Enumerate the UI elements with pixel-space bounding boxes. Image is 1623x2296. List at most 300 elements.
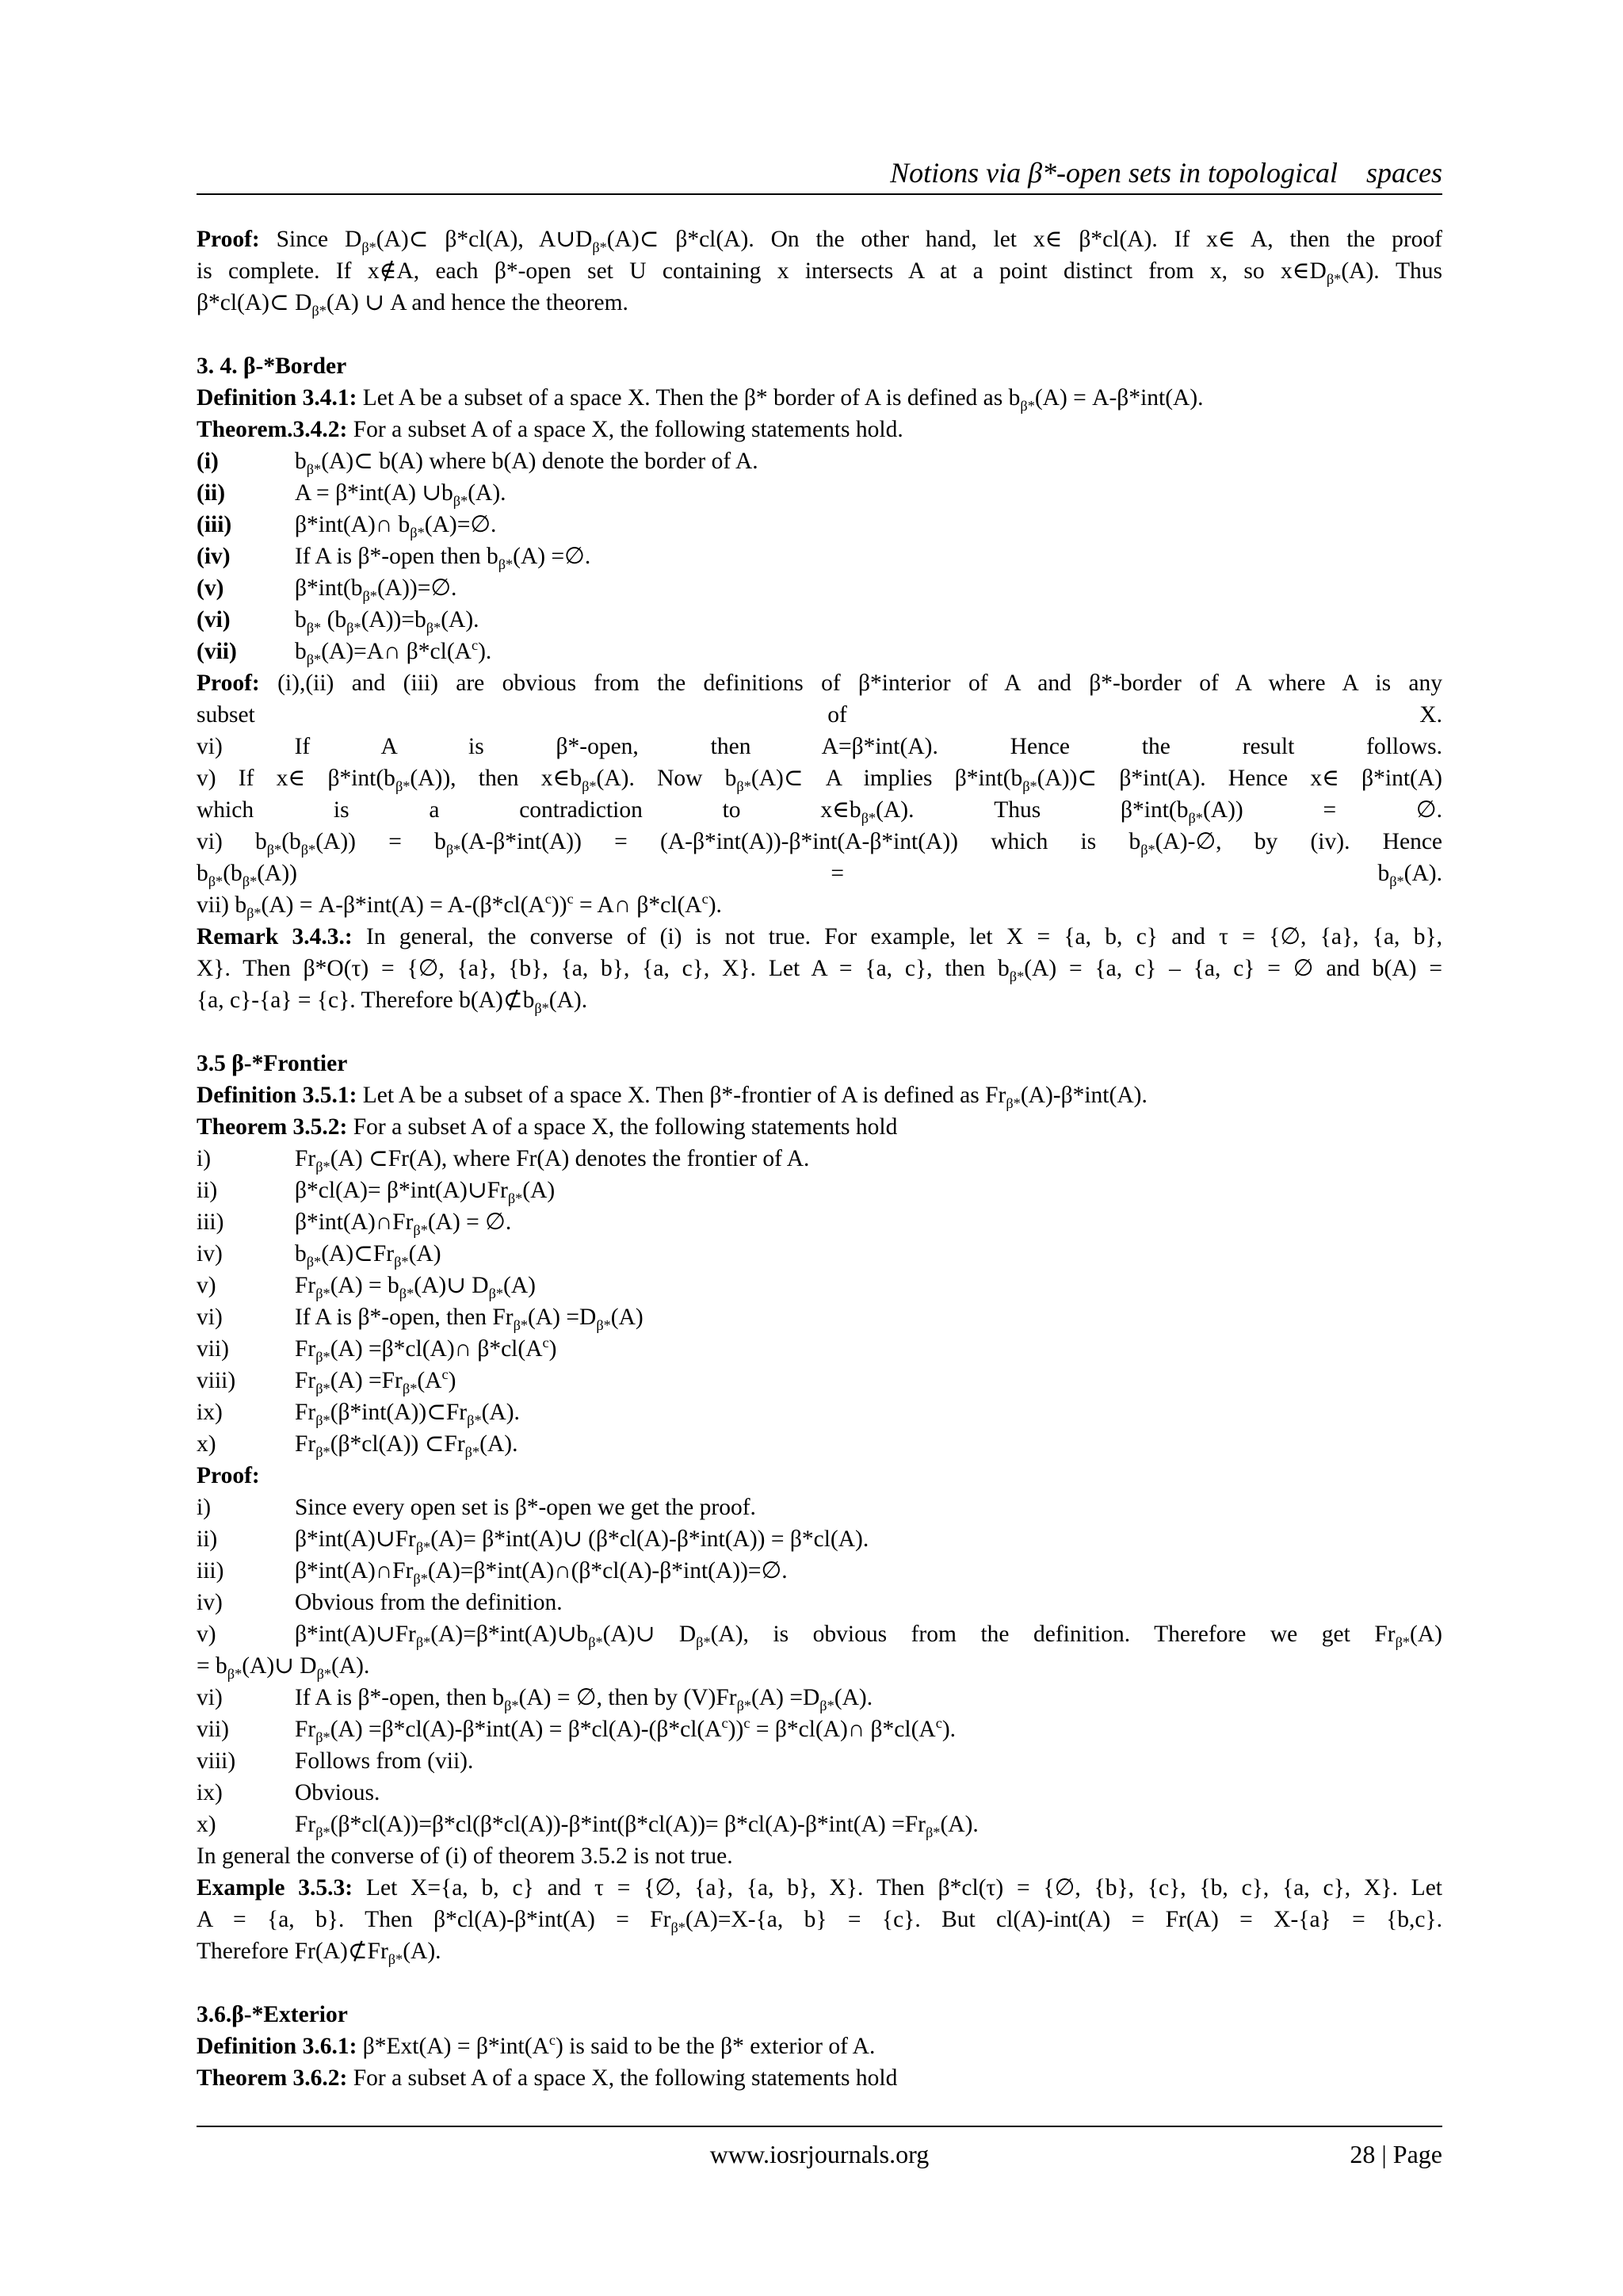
- subscript: β*: [413, 1221, 428, 1238]
- text-line: [197, 826, 1442, 858]
- text-line: [197, 794, 1442, 826]
- text-run: Let X={a, b, c} and τ = {∅, {a}, {a, b}, X}. Then β*cl(τ) = {∅, {b}, {c}, {b, c}, {a, c}, X}. Let: [353, 1875, 1442, 1901]
- subscript: β*: [1140, 841, 1155, 858]
- list-item: [197, 604, 1442, 636]
- text-line: [197, 1904, 1442, 1935]
- text-run: vi) b: [197, 829, 267, 854]
- text-line: [197, 1840, 1442, 1872]
- item-continuation: [197, 1650, 1442, 1682]
- text-run: (A).: [1403, 861, 1442, 886]
- subscript: β*: [696, 1633, 711, 1650]
- text-run: (b: [321, 607, 347, 632]
- text-run: If A is β*-open then b: [295, 544, 498, 569]
- definition-3-5-1: [197, 1079, 1442, 1111]
- text-run: v) If x∈ β*int(b: [197, 766, 395, 791]
- text-run: ).: [708, 892, 722, 918]
- item-label: vi): [197, 1305, 223, 1330]
- item-text: [295, 1555, 1442, 1587]
- superscript: c: [567, 891, 574, 907]
- text-run: b: [295, 449, 307, 474]
- text-run: (β*cl(A))=β*cl(β*cl(A))-β*int(β*cl(A))= β*cl(A)-β*int(A) =Fr: [330, 1812, 926, 1837]
- text-run: (A). Thus β*int(b: [876, 797, 1189, 823]
- subscript: β*: [361, 239, 376, 255]
- converse-note: [197, 1840, 1442, 1872]
- text-run: (A) =β*cl(A)∩ β*cl(A: [330, 1336, 543, 1362]
- text-run: (A-β*int(A)) = (A-β*int(A))-β*int(A-β*int(A)) which is b: [460, 829, 1141, 854]
- theorem-3-5-2-list: [197, 1143, 1442, 1460]
- subscript: β*: [362, 587, 377, 604]
- subscript: β*: [388, 1950, 403, 1967]
- text-run: (A))=b: [361, 607, 426, 632]
- item-text: [295, 1428, 1442, 1460]
- text-run: (A)=A∩ β*cl(A: [321, 639, 472, 664]
- text-run: If A is β*-open, then Fr: [295, 1305, 514, 1330]
- item-text: [295, 1492, 1442, 1523]
- text-run: β*int(A)∩ b: [295, 512, 411, 537]
- item-text: [295, 1396, 1442, 1428]
- subscript: β*: [208, 873, 223, 889]
- text-run: β*int(A)∩Fr: [295, 1558, 414, 1584]
- list-item: [197, 1428, 1442, 1460]
- list-item: [197, 1682, 1442, 1713]
- subscript: β*: [464, 1443, 480, 1460]
- text-run: = b: [197, 1653, 227, 1679]
- list-item: [197, 541, 1442, 572]
- item-label: (vi): [197, 607, 231, 632]
- subscript: β*: [395, 777, 411, 794]
- subscript: β*: [819, 1697, 834, 1713]
- text-run: (A)= β*int(A)∪ (β*cl(A)-β*int(A)) = β*cl(A).: [430, 1526, 869, 1552]
- subscript: β*: [453, 492, 468, 509]
- text-run: (A) = A-β*int(A).: [1034, 385, 1204, 411]
- list-item: [197, 1555, 1442, 1587]
- list-item: [197, 1365, 1442, 1396]
- list-item: [197, 572, 1442, 604]
- subscript: β*: [488, 1285, 504, 1301]
- subscript: β*: [402, 1380, 418, 1396]
- text-run: Follows from (vii).: [295, 1748, 474, 1774]
- proof-label: Proof:: [197, 1463, 260, 1488]
- text-line: [197, 1111, 1442, 1143]
- item-label: (iii): [197, 512, 232, 537]
- subscript: β*: [394, 1253, 409, 1270]
- text-run: ): [448, 1368, 456, 1393]
- text-run: ): [548, 1336, 557, 1362]
- section-heading-frontier: 3.5 β-*Frontier: [197, 1051, 348, 1076]
- text-run: β*int(A)∪Fr: [295, 1526, 416, 1552]
- text-run: (b: [281, 829, 301, 854]
- definition-3-4-1: [197, 382, 1442, 414]
- subscript: β*: [736, 1697, 752, 1713]
- text-run: Fr: [295, 1273, 316, 1298]
- item-text: [295, 1143, 1442, 1175]
- text-run: In general the converse of (i) of theorem 3.5.2 is not true.: [197, 1843, 733, 1869]
- subscript: β*: [513, 1316, 529, 1333]
- subscript: β*: [861, 809, 876, 826]
- text-run: (β*cl(A)) ⊂Fr: [330, 1431, 465, 1457]
- text-run: (A)=X-{a, b} = {c}. But cl(A)-int(A) = Fr(A) = X-{a} = {b,c}.: [685, 1907, 1442, 1932]
- subscript: β*: [315, 1348, 330, 1365]
- item-text: [295, 1238, 1442, 1270]
- text-run: (A))=∅.: [376, 575, 457, 601]
- text-run: Obvious.: [295, 1780, 380, 1805]
- proof-3-5-2-list: [197, 1492, 1442, 1840]
- subscript: β*: [507, 1190, 523, 1206]
- subscript: β*: [242, 873, 258, 889]
- text-run: (A): [610, 1305, 643, 1330]
- text-line: [197, 2062, 1442, 2094]
- proof-derived-set: [197, 223, 1442, 319]
- item-label: ii): [197, 1178, 218, 1203]
- text-line: [197, 984, 1442, 1016]
- subscript: β*: [227, 1665, 242, 1682]
- text-run: (A)⊂ b(A) where b(A) denote the border of A.: [321, 449, 758, 474]
- text-run: )): [551, 892, 567, 918]
- list-item: [197, 1270, 1442, 1301]
- subscript: β*: [1395, 1633, 1411, 1650]
- list-item: [197, 636, 1442, 667]
- text-line: [197, 1935, 1442, 1967]
- text-run: (A)⊂ β*cl(A), A∪D: [376, 227, 593, 252]
- text-run: vii) b: [197, 892, 247, 918]
- text-run: In general, the converse of (i) is not true. For example, let X = {a, b, c} and τ = {∅, {a}, {a, b},: [352, 924, 1442, 949]
- subscript: β*: [316, 1665, 332, 1682]
- text-run: (A): [408, 1241, 441, 1266]
- item-label: (ii): [197, 480, 226, 506]
- superscript: c: [701, 891, 708, 907]
- subscript: β*: [399, 1285, 414, 1301]
- item-text: [295, 604, 1442, 636]
- subscript: β*: [588, 1633, 603, 1650]
- item-text: [295, 477, 1442, 509]
- text-run: β*int(b: [295, 575, 363, 601]
- page-number: 28 | Page: [1350, 2140, 1442, 2168]
- text-run: (A).: [834, 1685, 873, 1710]
- subscript: β*: [410, 524, 425, 541]
- text-run: ).: [478, 639, 492, 664]
- item-label: (i): [197, 449, 219, 474]
- text-run: (A) =D: [528, 1305, 597, 1330]
- text-run: (A).: [468, 480, 506, 506]
- text-run: subset of X.: [197, 702, 1442, 728]
- text-run: Fr: [295, 1431, 316, 1457]
- text-line: [197, 699, 1442, 731]
- theorem-3-4-2: [197, 414, 1442, 445]
- item-label: vii): [197, 1717, 229, 1742]
- item-text: [295, 1682, 1442, 1713]
- item-text: [295, 636, 1442, 667]
- subscript: β*: [426, 619, 441, 636]
- label-bold: Theorem 3.5.2:: [197, 1114, 348, 1140]
- label-bold: Definition 3.4.1:: [197, 385, 357, 411]
- item-text: [295, 1587, 1442, 1618]
- text-run: X}. Then β*O(τ) = {∅, {a}, {b}, {a, b}, {a, c}, X}. Let A = {a, c}, then b: [197, 956, 1010, 981]
- text-run: (A) =Fr: [330, 1368, 403, 1393]
- subscript: β*: [1326, 270, 1342, 287]
- text-run: (A)) = ∅.: [1202, 797, 1442, 823]
- text-run: β*Ext(A) = β*int(A: [357, 2034, 549, 2059]
- text-run: β*int(A)∪Fr: [295, 1622, 416, 1647]
- text-run: Fr: [295, 1336, 316, 1362]
- text-run: (A).: [479, 1431, 518, 1457]
- text-run: b: [295, 607, 307, 632]
- text-run: Since D: [259, 227, 362, 252]
- superscript: c: [544, 891, 552, 907]
- list-item: [197, 445, 1442, 477]
- list-item: [197, 1618, 1442, 1650]
- text-run: (A) = A-β*int(A) = A-(β*cl(A: [261, 892, 545, 918]
- text-run: )): [727, 1717, 744, 1742]
- subscript: β*: [315, 1729, 330, 1745]
- text-run: b: [197, 861, 208, 886]
- text-run: (A) ⊂Fr(A), where Fr(A) denotes the frontier of A.: [330, 1146, 810, 1171]
- list-item: [197, 1206, 1442, 1238]
- list-item: [197, 1745, 1442, 1777]
- superscript: c: [471, 637, 479, 654]
- item-text: [295, 541, 1442, 572]
- text-run: (A))⊂ β*int(A). Hence x∈ β*int(A): [1037, 766, 1443, 791]
- text-line: [197, 287, 1442, 319]
- text-run: (A).: [441, 607, 479, 632]
- subscript: β*: [670, 1919, 685, 1935]
- item-label: ix): [197, 1780, 223, 1805]
- text-run: (A) = ∅, then by (V)Fr: [518, 1685, 737, 1710]
- text-run: A = {a, b}. Then β*cl(A)-β*int(A) = Fr: [197, 1907, 671, 1932]
- theorem-3-6-2: [197, 2062, 1442, 2094]
- item-text: [295, 1809, 1442, 1840]
- item-text: [295, 509, 1442, 541]
- subscript: β*: [592, 239, 607, 255]
- running-header: [197, 149, 1442, 197]
- text-run: (A)∪ D: [414, 1273, 489, 1298]
- text-run: = β*cl(A)∩ β*cl(A: [750, 1717, 936, 1742]
- theorem-3-4-2-list: [197, 445, 1442, 667]
- item-text: [295, 1618, 1442, 1650]
- subscript: β*: [534, 999, 549, 1016]
- subscript: β*: [445, 841, 461, 858]
- text-run: (β*int(A))⊂Fr: [330, 1400, 468, 1425]
- list-item: [197, 1713, 1442, 1745]
- section-heading-border: 3. 4. β-*Border: [197, 353, 347, 379]
- item-label: v): [197, 1273, 216, 1298]
- label-bold: Theorem 3.6.2:: [197, 2065, 348, 2091]
- running-title: Notions via β*-open sets in topological spaces: [890, 157, 1442, 189]
- list-item: [197, 1333, 1442, 1365]
- text-line: [197, 889, 1442, 921]
- subscript: β*: [306, 1253, 322, 1270]
- text-line: [197, 762, 1442, 794]
- item-label: (vii): [197, 639, 237, 664]
- label-bold: Theorem.3.4.2:: [197, 417, 348, 442]
- subscript: β*: [1389, 873, 1404, 889]
- text-run: ) is said to be the β* exterior of A.: [556, 2034, 876, 2059]
- text-run: (A)⊂Fr: [321, 1241, 395, 1266]
- text-run: (A): [503, 1273, 536, 1298]
- item-text: [295, 1206, 1442, 1238]
- list-item: [197, 1238, 1442, 1270]
- item-text: [295, 1175, 1442, 1206]
- subscript: β*: [498, 556, 514, 572]
- text-run: For a subset A of a space X, the following statements hold.: [347, 417, 903, 442]
- subscript: β*: [300, 841, 316, 858]
- text-run: (A) =β*cl(A)-β*int(A) = β*cl(A)-(β*cl(A: [330, 1717, 722, 1742]
- text-run: (A) = ∅.: [427, 1209, 512, 1235]
- item-label: iii): [197, 1209, 224, 1235]
- text-run: (A)) = b: [315, 829, 446, 854]
- text-line: [197, 731, 1442, 762]
- item-label: iv): [197, 1590, 223, 1615]
- text-line: [197, 382, 1442, 414]
- text-run: (A) = b: [330, 1273, 399, 1298]
- text-line: [197, 2030, 1442, 2062]
- text-run: A = β*int(A) ∪b: [295, 480, 453, 506]
- text-run: Obvious from the definition.: [295, 1590, 563, 1615]
- subscript: β*: [346, 619, 361, 636]
- text-run: (A), is obvious from the definition. Therefore we get Fr: [710, 1622, 1396, 1647]
- text-line: [197, 858, 1442, 889]
- item-label: ix): [197, 1400, 223, 1425]
- subscript: β*: [311, 302, 327, 319]
- text-run: (A): [522, 1178, 556, 1203]
- item-label: viii): [197, 1368, 236, 1393]
- text-run: b: [295, 1241, 307, 1266]
- subscript: β*: [315, 1443, 330, 1460]
- list-item: [197, 1809, 1442, 1840]
- text-run: (A): [1410, 1622, 1442, 1647]
- item-label: iii): [197, 1558, 224, 1584]
- item-text: [295, 1777, 1442, 1809]
- subscript: β*: [504, 1697, 519, 1713]
- text-run: (A).: [548, 988, 588, 1013]
- subscript: β*: [925, 1824, 941, 1840]
- label-bold: Proof:: [197, 227, 260, 252]
- text-run: (A)=β*int(A)∪b: [430, 1622, 589, 1647]
- text-run: For a subset A of a space X, the following statements hold: [347, 1114, 898, 1140]
- item-text: [295, 1713, 1442, 1745]
- item-label: vi): [197, 1685, 223, 1710]
- text-run: = A∩ β*cl(A: [573, 892, 702, 918]
- item-text: [295, 1270, 1442, 1301]
- proof-3-4-2: [197, 667, 1442, 921]
- subscript: β*: [415, 1538, 431, 1555]
- text-run: (A: [417, 1368, 442, 1393]
- subscript: β*: [266, 841, 282, 858]
- superscript: c: [542, 1335, 549, 1351]
- text-line: [197, 953, 1442, 984]
- list-item: [197, 1175, 1442, 1206]
- label-bold: Remark 3.4.3.:: [197, 924, 353, 949]
- text-run: (A) ∪ A and hence the theorem.: [326, 290, 628, 315]
- subscript: β*: [736, 777, 751, 794]
- subscript: β*: [315, 1412, 330, 1428]
- text-line: [197, 414, 1442, 445]
- text-run: vi) If A is β*-open, then A=β*int(A). Hence the result follows.: [197, 734, 1442, 759]
- subscript: β*: [1020, 397, 1035, 414]
- subscript: β*: [306, 460, 322, 477]
- text-run: is complete. If x∉A, each β*-open set U containing x intersects A at a point distinct from x, so x∈D: [197, 258, 1327, 284]
- text-run: (A) =∅.: [513, 544, 591, 569]
- label-bold: Definition 3.6.1:: [197, 2034, 357, 2059]
- text-run: which is a contradiction to x∈b: [197, 797, 861, 823]
- text-run: (A).: [331, 1653, 370, 1679]
- text-run: Fr: [295, 1812, 316, 1837]
- list-item: [197, 1523, 1442, 1555]
- item-label: (iv): [197, 544, 231, 569]
- text-run: Fr: [295, 1717, 316, 1742]
- item-text: [295, 1745, 1442, 1777]
- item-label: x): [197, 1812, 216, 1837]
- text-run: Therefore Fr(A)⊄Fr: [197, 1939, 388, 1964]
- text-run: (A)=∅.: [424, 512, 497, 537]
- text-line: [197, 667, 1442, 699]
- text-run: Fr: [295, 1146, 316, 1171]
- item-label: ii): [197, 1526, 218, 1552]
- text-run: (A).: [481, 1400, 520, 1425]
- item-label: (v): [197, 575, 224, 601]
- text-run: b: [295, 639, 307, 664]
- text-run: {a, c}-{a} = {c}. Therefore b(A)⊄b: [197, 988, 535, 1013]
- subscript: β*: [246, 904, 262, 921]
- subscript: β*: [315, 1158, 330, 1175]
- text-run: Let A be a subset of a space X. Then β*-frontier of A is defined as Fr: [357, 1083, 1006, 1108]
- list-item: [197, 1587, 1442, 1618]
- text-run: (A). Thus: [1341, 258, 1442, 284]
- item-label: vii): [197, 1336, 229, 1362]
- text-run: (A).: [940, 1812, 979, 1837]
- item-label: iv): [197, 1241, 223, 1266]
- list-item: [197, 509, 1442, 541]
- superscript: c: [935, 1715, 942, 1732]
- item-label: x): [197, 1431, 216, 1457]
- text-run: (A)⊂ A implies β*int(b: [750, 766, 1023, 791]
- remark-3-4-3: [197, 921, 1442, 1016]
- subscript: β*: [413, 1570, 428, 1587]
- text-run: (i),(ii) and (iii) are obvious from the definitions of β*interior of A and β*-border of A where A is any: [259, 670, 1442, 696]
- text-run: ).: [941, 1717, 957, 1742]
- item-label: viii): [197, 1748, 236, 1774]
- superscript: c: [441, 1366, 449, 1383]
- item-label: i): [197, 1495, 212, 1520]
- text-run: β*cl(A)= β*int(A)∪Fr: [295, 1178, 508, 1203]
- subscript: β*: [315, 1824, 330, 1840]
- text-line: [197, 223, 1442, 255]
- list-item: [197, 1301, 1442, 1333]
- text-run: (A) =D: [751, 1685, 820, 1710]
- item-text: [295, 1365, 1442, 1396]
- list-item: [197, 1396, 1442, 1428]
- subscript: β*: [596, 1316, 611, 1333]
- label-bold: Definition 3.5.1:: [197, 1083, 357, 1108]
- list-item: [197, 1777, 1442, 1809]
- item-text: [295, 572, 1442, 604]
- superscript: c: [743, 1715, 750, 1732]
- text-run: Let A be a subset of a space X. Then the β* border of A is defined as b: [357, 385, 1021, 411]
- subscript: β*: [1009, 968, 1025, 984]
- text-run: Fr: [295, 1368, 316, 1393]
- text-run: (A)⊂ β*cl(A). On the other hand, let x∈ β*cl(A). If x∈ A, then the proof: [606, 227, 1443, 252]
- item-text: [295, 445, 1442, 477]
- superscript: c: [548, 2032, 556, 2049]
- text-run: (A). Now b: [596, 766, 737, 791]
- subscript: β*: [1006, 1095, 1021, 1111]
- subscript: β*: [315, 1380, 330, 1396]
- body-text: [197, 223, 1442, 2094]
- text-run: (A).: [403, 1939, 441, 1964]
- text-run: Since every open set is β*-open we get the proof.: [295, 1495, 756, 1520]
- subscript: β*: [582, 777, 597, 794]
- superscript: c: [721, 1715, 728, 1732]
- subscript: β*: [467, 1412, 482, 1428]
